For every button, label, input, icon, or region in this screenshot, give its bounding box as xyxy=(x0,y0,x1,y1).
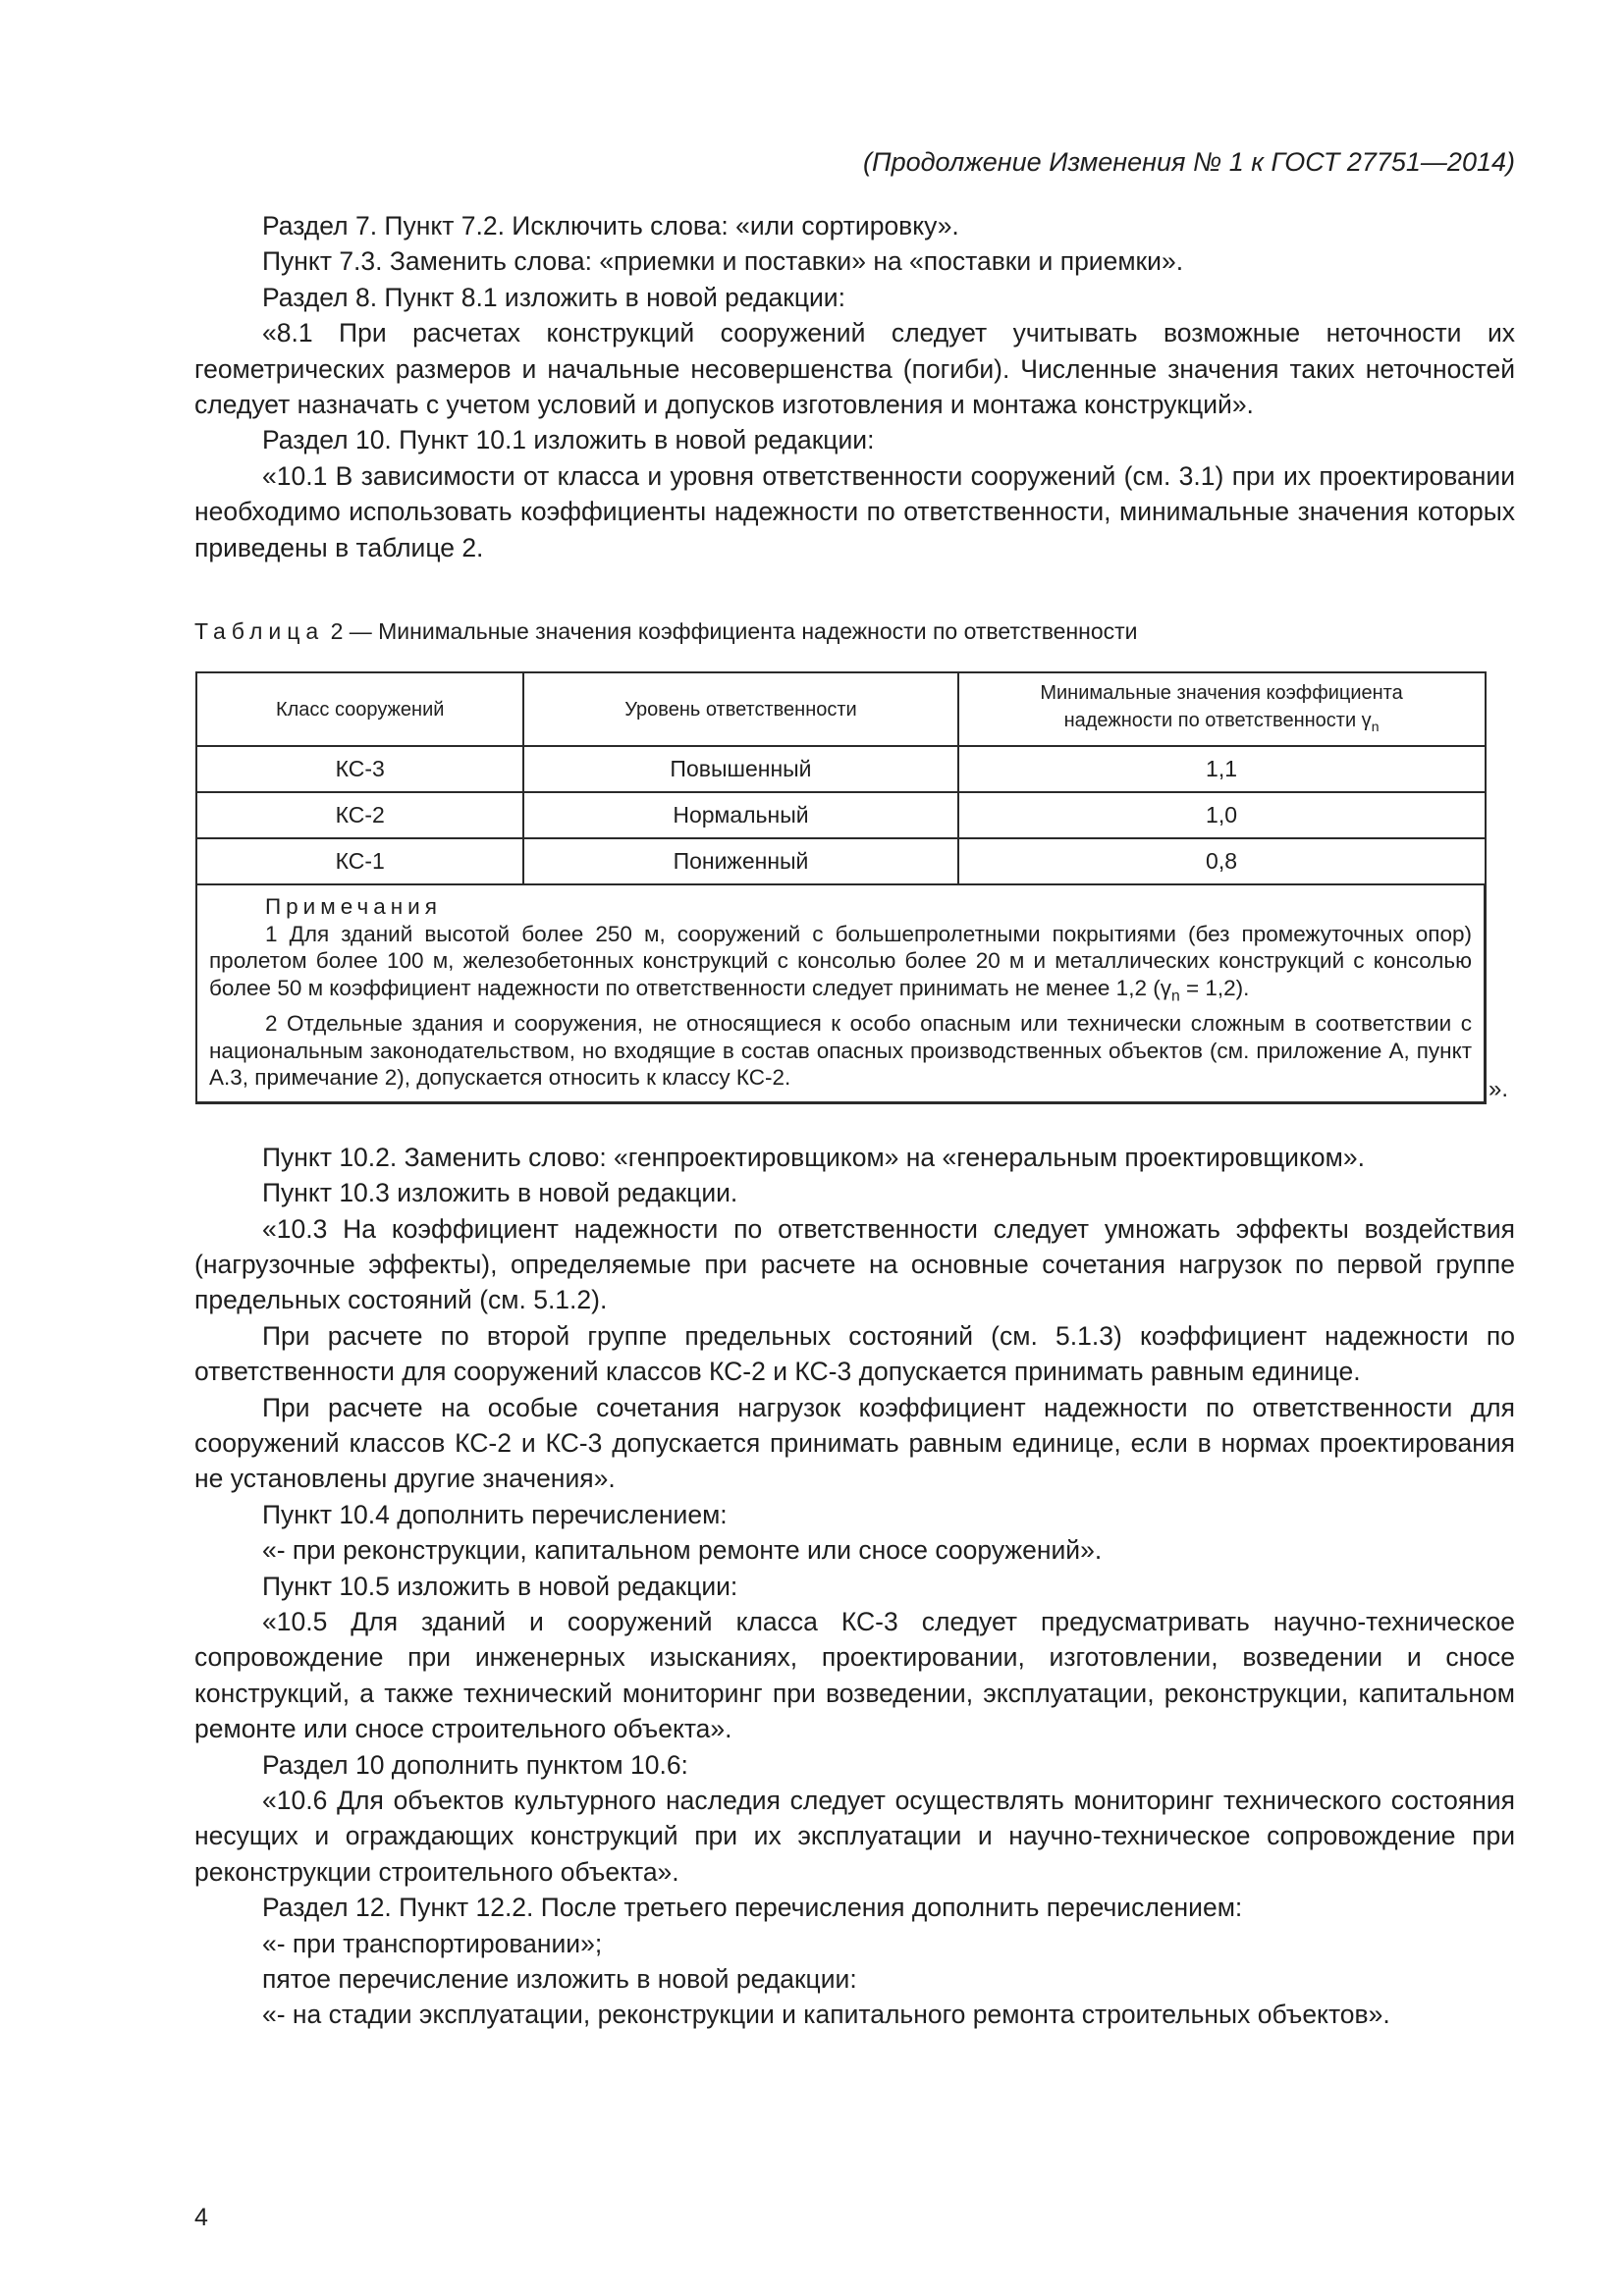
cell-level: Нормальный xyxy=(523,792,957,838)
notes-title: Примечания xyxy=(265,894,442,920)
page-number: 4 xyxy=(194,2204,208,2231)
header-class: Класс сооружений xyxy=(196,672,523,746)
note-1-text: 1 Для зданий высотой более 250 м, сооружений с большепролетными покрытиями (без промежуточных опор) пролетом более 100 м, железобетонных конструкций с консолью более 20 м и металлических конструкций с консолью более 50 м коэффициент надежности по ответственности следует принимать не менее 1,2 (γ xyxy=(209,921,1472,1000)
table-row xyxy=(196,838,1486,884)
closing-quote: ». xyxy=(1488,1076,1508,1103)
paragraph: Пункт 7.3. Заменить слова: «приемки и поставки» на «поставки и приемки». xyxy=(262,246,1184,277)
paragraph: «- на стадии эксплуатации, реконструкции и капитального ремонта строительных объектов». xyxy=(262,2000,1390,2030)
note-1 xyxy=(209,921,1472,1010)
paragraph: При расчете на особые сочетания нагрузок коэффициент надежности по ответственности для сооружений классов КС-2 и КС-3 допускается принимать равным единице, если в нормах проектирования не установлены другие значения». xyxy=(194,1392,1515,1494)
cell-level: Пониженный xyxy=(523,838,957,884)
table-caption-label: Таблица xyxy=(194,618,325,645)
paragraph: При расчете по второй группе предельных состояний (см. 5.1.3) коэффициент надежности по ответственности для сооружений классов КС-2 и КС-3 допускается принимать равным единице. xyxy=(194,1320,1515,1387)
document-page xyxy=(194,0,1515,2296)
paragraph: «8.1 При расчетах конструкций сооружений следует учитывать возможные неточности их геометрических размеров и начальные несовершенства (погиби). Численные значения таких неточностей следует назначать с учетом условий и допусков изготовления и монтажа конструкций». xyxy=(194,318,1515,420)
cell-value: 1,1 xyxy=(958,746,1486,792)
cell-class: КС-2 xyxy=(196,792,523,838)
paragraph: «10.1 В зависимости от класса и уровня ответственности сооружений (см. 3.1) при их проектировании необходимо использовать коэффициенты надежности по ответственности, минимальные значения которых приведены в таблице 2. xyxy=(194,460,1515,562)
paragraph: «- при транспортировании»; xyxy=(262,1928,603,1958)
cell-class: КС-1 xyxy=(196,838,523,884)
paragraph: «10.5 Для зданий и сооружений класса КС-3 следует предусматривать научно-техническое сопровождение при инженерных изысканиях, проектировании, изготовлении, возведении и сносе конструкций, а также технический мониторинг при возведении, эксплуатации, реконструкции, капитальном ремонте или сносе строительного объекта». xyxy=(194,1607,1515,1744)
paragraph: Раздел 10 дополнить пунктом 10.6: xyxy=(262,1749,688,1780)
paragraph: пятое перечисление изложить в новой редакции: xyxy=(262,1964,857,1995)
cell-value: 0,8 xyxy=(958,838,1486,884)
cell-class: КС-3 xyxy=(196,746,523,792)
paragraph: Раздел 12. Пункт 12.2. После третьего перечисления дополнить перечислением: xyxy=(262,1893,1243,1923)
table-caption-text: 2 — Минимальные значения коэффициента надежности по ответственности xyxy=(330,618,1138,645)
table-row xyxy=(196,792,1486,838)
table-row xyxy=(196,746,1486,792)
table-container xyxy=(195,671,1508,1104)
paragraph: Раздел 8. Пункт 8.1 изложить в новой редакции: xyxy=(262,282,845,312)
note-1-end: = 1,2). xyxy=(1179,975,1250,1000)
page-header: (Продолжение Изменения № 1 к ГОСТ 27751—2014) xyxy=(863,147,1515,177)
cell-level: Повышенный xyxy=(523,746,957,792)
table-header-row xyxy=(196,672,1486,746)
table-notes-row xyxy=(196,884,1486,1102)
paragraph: «10.6 Для объектов культурного наследия следует осуществлять мониторинг технического состояния несущих и ограждающих конструкций при их эксплуатации и научно-техническое сопровождение при реконструкции строительного объекта». xyxy=(194,1786,1515,1887)
header-coef-line1: Минимальные значения коэффициента xyxy=(1040,681,1403,704)
header-level: Уровень ответственности xyxy=(523,672,957,746)
paragraph: Раздел 10. Пункт 10.1 изложить в новой редакции: xyxy=(262,425,875,455)
paragraph: «10.3 На коэффициент надежности по ответственности следует умножать эффекты воздействия (нагрузочные эффекты), определяемые при расчете на основные сочетания нагрузок по первой группе предельных состояний (см. 5.1.2). xyxy=(194,1213,1515,1315)
header-coef-sub: n xyxy=(1371,718,1380,734)
paragraph: Пункт 10.3 изложить в новой редакции. xyxy=(262,1178,738,1208)
header-coefficient xyxy=(958,672,1486,746)
paragraph: Пункт 10.4 дополнить перечислением: xyxy=(262,1499,728,1529)
body-text-after-table xyxy=(194,1140,1515,2033)
note-2: 2 Отдельные здания и сооружения, не относящиеся к особо опасным или технически сложным в соответствии с национальным законодательством, но входящие в состав опасных производственных объектов (см. приложение А, пункт А.3, примечание 2), допускается относить к классу КС-2. xyxy=(209,1010,1472,1091)
body-text xyxy=(194,208,1515,2033)
reliability-table xyxy=(195,671,1487,1104)
cell-value: 1,0 xyxy=(958,792,1486,838)
note-1-sub: n xyxy=(1170,988,1180,1005)
table-notes xyxy=(196,884,1486,1102)
paragraph: Пункт 10.5 изложить в новой редакции: xyxy=(262,1571,738,1601)
table-caption xyxy=(194,616,1515,646)
paragraph: Раздел 7. Пункт 7.2. Исключить слова: «или сортировку». xyxy=(262,211,959,240)
paragraph: Пункт 10.2. Заменить слово: «генпроектировщиком» на «генеральным проектировщиком». xyxy=(262,1142,1365,1172)
header-coef-line2: надежности по ответственности γ xyxy=(1063,709,1372,731)
paragraph: «- при реконструкции, капитальном ремонте или сносе сооружений». xyxy=(262,1535,1103,1566)
